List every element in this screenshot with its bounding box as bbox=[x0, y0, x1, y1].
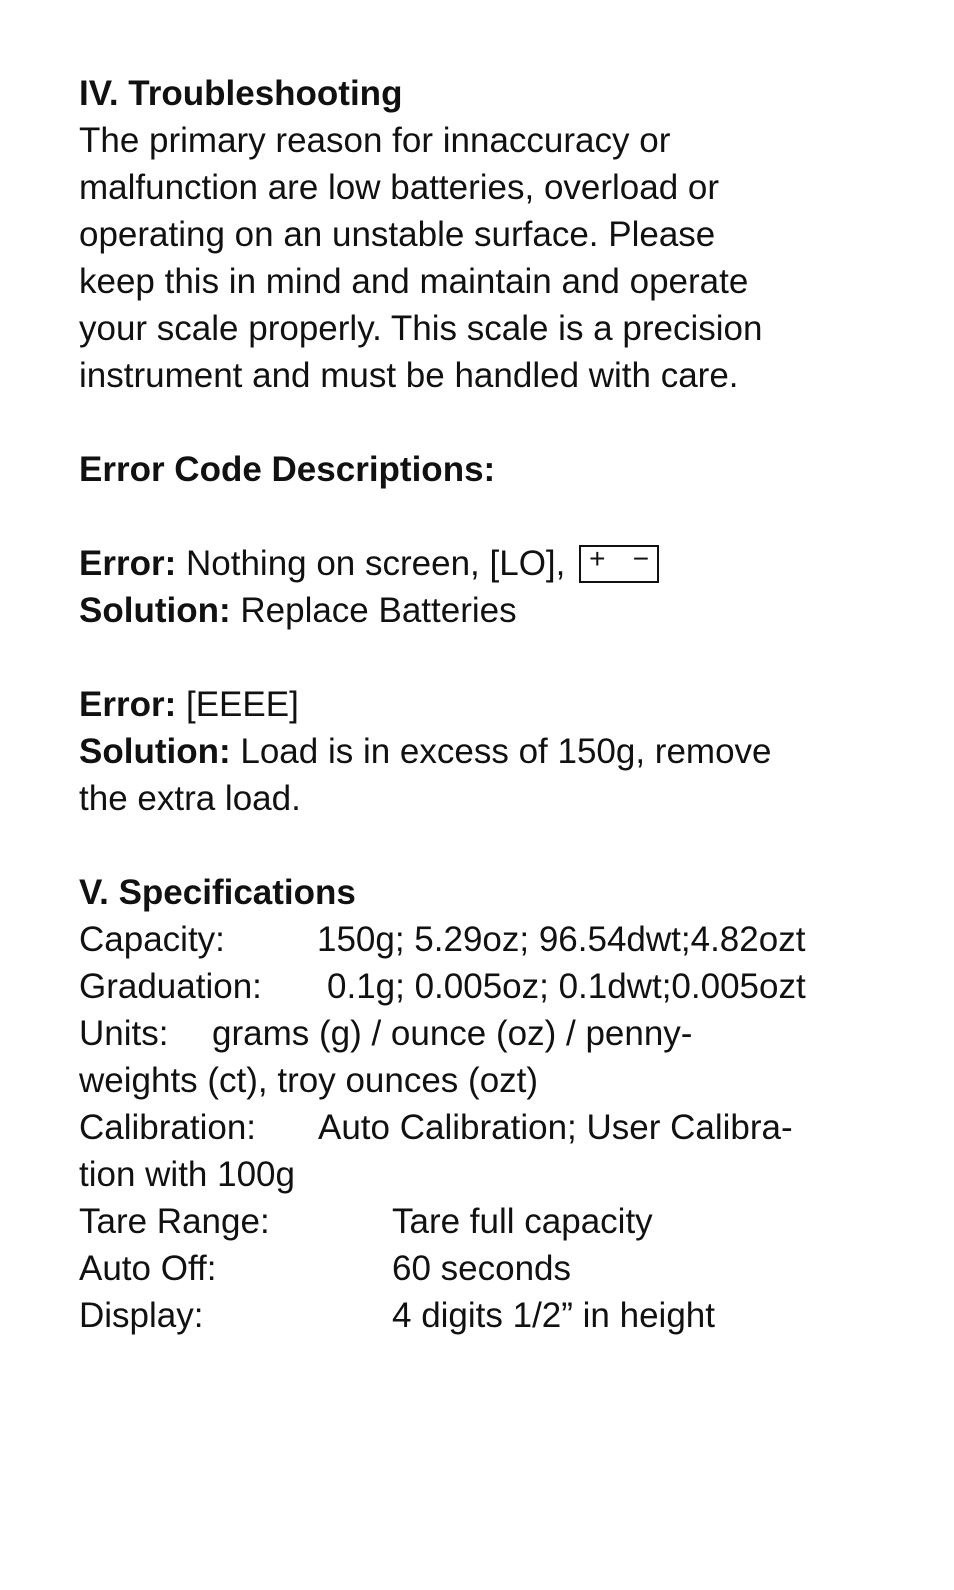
troubleshooting-text-line: The primary reason for innaccuracy or bbox=[79, 121, 671, 160]
spec-calibration-continued: tion with 100g bbox=[79, 1155, 295, 1194]
spec-label: Units: bbox=[79, 1014, 169, 1053]
spec-capacity bbox=[79, 916, 879, 963]
spec-units bbox=[79, 1010, 879, 1057]
error-codes-heading: Error Code Descriptions: bbox=[79, 450, 496, 489]
spec-units-continued: weights (ct), troy ounces (ozt) bbox=[79, 1061, 539, 1100]
spec-auto-off bbox=[79, 1245, 879, 1292]
spec-value: 150g; 5.29oz; 96.54dwt;4.82ozt bbox=[317, 920, 806, 959]
spec-value: grams (g) / ounce (oz) / penny- bbox=[212, 1014, 693, 1053]
spacer bbox=[79, 822, 879, 869]
error-item-1-solution bbox=[79, 587, 879, 634]
spec-display bbox=[79, 1292, 879, 1339]
battery-plus-symbol: + bbox=[589, 543, 606, 574]
troubleshooting-heading: IV. Troubleshooting bbox=[79, 74, 403, 113]
troubleshooting-text-line: malfunction are low batteries, overload or bbox=[79, 168, 720, 207]
troubleshooting-text-line: your scale properly. This scale is a precision bbox=[79, 309, 763, 348]
error-item-2-error bbox=[79, 681, 879, 728]
spec-graduation bbox=[79, 963, 879, 1010]
error-item-1-error bbox=[79, 540, 879, 587]
spec-label: Capacity: bbox=[79, 920, 225, 959]
error-label: Error: bbox=[79, 685, 177, 724]
error-text: [EEEE] bbox=[185, 685, 299, 724]
specifications-heading: V. Specifications bbox=[79, 873, 356, 912]
spec-calibration bbox=[79, 1104, 879, 1151]
solution-text: Replace Batteries bbox=[240, 591, 517, 630]
troubleshooting-text-line: keep this in mind and maintain and operate bbox=[79, 262, 749, 301]
error-text: Nothing on screen, [LO], bbox=[185, 544, 566, 583]
solution-label: Solution: bbox=[79, 732, 231, 771]
battery-icon bbox=[579, 545, 659, 583]
error-label: Error: bbox=[79, 544, 177, 583]
spec-tare-range bbox=[79, 1198, 879, 1245]
spec-label: Auto Off: bbox=[79, 1249, 217, 1288]
spec-value: 0.1g; 0.005oz; 0.1dwt;0.005ozt bbox=[327, 967, 806, 1006]
spec-label: Calibration: bbox=[79, 1108, 257, 1147]
troubleshooting-text-line: operating on an unstable surface. Please bbox=[79, 215, 716, 254]
troubleshooting-text-line: instrument and must be handled with care. bbox=[79, 356, 739, 395]
error-item-2-solution bbox=[79, 728, 879, 775]
spec-value: Tare full capacity bbox=[392, 1202, 653, 1241]
solution-label: Solution: bbox=[79, 591, 231, 630]
solution-text: Load is in excess of 150g, remove bbox=[240, 732, 772, 771]
spec-label: Tare Range: bbox=[79, 1202, 270, 1241]
solution-text-continued: the extra load. bbox=[79, 779, 301, 818]
battery-minus-symbol: − bbox=[632, 543, 650, 574]
spec-label: Display: bbox=[79, 1296, 204, 1335]
manual-page bbox=[79, 70, 879, 1339]
spec-value: Auto Calibration; User Calibra- bbox=[318, 1108, 793, 1147]
spec-value: 4 digits 1/2” in height bbox=[392, 1296, 715, 1335]
spacer bbox=[79, 493, 879, 540]
spec-value: 60 seconds bbox=[392, 1249, 572, 1288]
spec-label: Graduation: bbox=[79, 967, 262, 1006]
spacer bbox=[79, 634, 879, 681]
spacer bbox=[79, 399, 879, 446]
